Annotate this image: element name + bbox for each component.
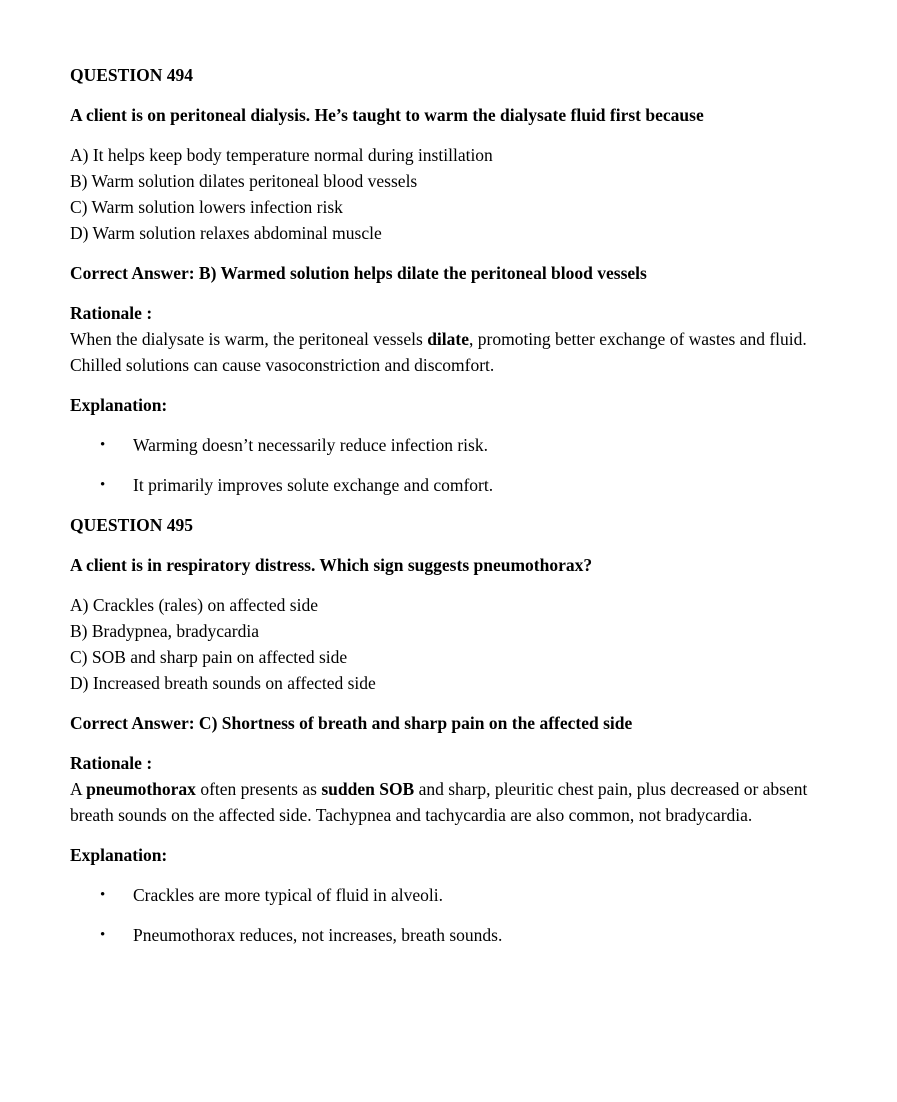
question-heading: QUESTION 494 [70,65,194,85]
explanation-bullet [70,472,829,498]
bullet-icon: • [100,887,106,903]
rationale-text [70,776,829,828]
rationale-part: often presents as [195,779,322,799]
question-heading: QUESTION 495 [70,515,194,535]
bullet-text: Pneumothorax reduces, not increases, breath sounds. [133,925,503,945]
explanation-bullet [70,882,829,908]
question-block-495 [70,512,829,948]
bullet-icon: • [100,437,106,453]
question-stem: A client is on peritoneal dialysis. He’s taught to warm the dialysate fluid first because [70,105,704,125]
rationale-bold-part: dilate [427,329,469,349]
option-c: C) Warm solution lowers infection risk [70,197,343,217]
rationale-part: When the dialysate is warm, the peritoneal vessels [70,329,428,349]
bullet-text: Crackles are more typical of fluid in alveoli. [133,885,444,905]
option-c: C) SOB and sharp pain on affected side [70,647,348,667]
rationale-part: , promoting better exchange of wastes and fluid. Chilled solutions can cause vasoconstriction and discomfort. [70,329,807,375]
bullet-text: Warming doesn’t necessarily reduce infection risk. [133,435,488,455]
bullet-icon: • [100,477,106,493]
option-b: B) Bradypnea, bradycardia [70,621,260,641]
option-d: D) Increased breath sounds on affected side [70,673,376,693]
rationale-bold-part: sudden SOB [321,779,415,799]
rationale-text [70,326,829,378]
explanation-label: Explanation: [70,395,168,415]
rationale-label: Rationale : [70,303,153,323]
question-stem: A client is in respiratory distress. Which sign suggests pneumothorax? [70,555,593,575]
option-d: D) Warm solution relaxes abdominal muscle [70,223,382,243]
rationale-part: and sharp, pleuritic chest pain, plus decreased or absent breath sounds on the affected side. Tachypnea and tachycardia are also common, not bradycardia. [70,779,808,825]
explanation-bullet [70,922,829,948]
explanation-bullet [70,432,829,458]
option-b: B) Warm solution dilates peritoneal blood vessels [70,171,418,191]
bullet-icon: • [100,927,106,943]
question-block-494 [70,62,829,498]
rationale-label: Rationale : [70,753,153,773]
bullet-text: It primarily improves solute exchange and comfort. [133,475,494,495]
explanation-label: Explanation: [70,845,168,865]
option-a: A) Crackles (rales) on affected side [70,595,318,615]
correct-answer: Correct Answer: B) Warmed solution helps dilate the peritoneal blood vessels [70,263,647,283]
option-a: A) It helps keep body temperature normal during instillation [70,145,493,165]
rationale-bold-part: pneumothorax [86,779,196,799]
options-list [70,592,829,696]
options-list [70,142,829,246]
rationale-part: A [70,779,87,799]
correct-answer: Correct Answer: C) Shortness of breath and sharp pain on the affected side [70,713,633,733]
